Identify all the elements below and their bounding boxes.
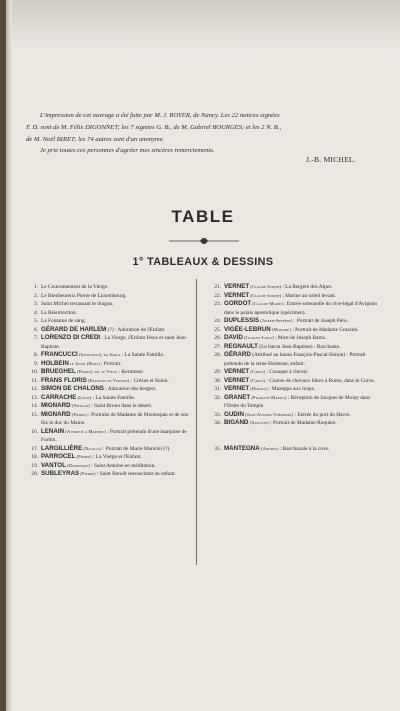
entry-title: (?) : Adoration de l'Enfant. xyxy=(106,326,166,333)
artist-forename: (Horace) xyxy=(249,386,268,391)
list-item xyxy=(28,385,190,394)
entry-number: 24. xyxy=(214,318,221,324)
artist-forename: (Madame) xyxy=(270,326,291,332)
entry-title: : Portrait de Madame Roquien. xyxy=(268,420,337,426)
entry-title: (Attribué au baron François-Pascal-Simon) : Portrait prétendu de la reine Hortense, enfant. xyxy=(224,352,366,367)
artist-forename: (Dominique) xyxy=(65,462,90,468)
artist-forename: (Pierre) xyxy=(75,454,92,459)
intro-line: Je prie toutes ces personnes d'agréer mes sincères remerciements. xyxy=(40,147,215,155)
entry-title: : Portrait de Madame Grassini. xyxy=(290,326,359,333)
list-item xyxy=(211,411,383,420)
entry-number: 25. xyxy=(214,326,221,333)
list-item xyxy=(28,309,190,318)
entry-number: 26. xyxy=(214,335,221,341)
page-title: TABLE xyxy=(171,207,235,226)
acknowledgement-paragraph xyxy=(26,110,386,157)
list-item xyxy=(211,377,383,386)
list-item xyxy=(211,292,383,301)
list-item xyxy=(28,360,190,369)
entry-title: : Portrait de Marie Mancini (?). xyxy=(101,445,171,452)
artist-forename: (Pierre) xyxy=(70,411,87,417)
entry-number: 18. xyxy=(31,454,38,460)
list-item xyxy=(28,462,190,471)
list-item xyxy=(28,326,190,335)
list-item xyxy=(211,343,383,352)
artist-forename: (Jean-Antoine-Théodore) xyxy=(243,411,294,417)
entry-number: 6. xyxy=(33,326,38,333)
artist-forename: (Innocenzo), da Imola xyxy=(77,352,121,357)
entry-number: 28. xyxy=(214,352,221,358)
list-item xyxy=(211,300,383,317)
entry-number: 9. xyxy=(33,360,38,367)
entry-number: 8. xyxy=(33,352,38,358)
entry-number: 2. xyxy=(33,292,38,299)
entries-right-column xyxy=(211,283,383,453)
entry-number: 10. xyxy=(31,369,38,375)
entry-title: (Le baron Jean-Baptiste) : Bacchante. xyxy=(257,343,341,350)
book-page xyxy=(6,0,400,711)
artist-name: VERNET xyxy=(224,291,250,299)
list-item xyxy=(211,368,383,377)
entry-title: : Mazeppa aux loups. xyxy=(267,386,316,392)
artist-name: VERNET xyxy=(224,368,250,375)
list-item xyxy=(28,283,190,292)
entry-title: : Entrée solennelle du vice-légat d'Avignon dans le palais apostolique (spécimen). xyxy=(224,301,377,316)
artist-forename: (Jacques-Louis) xyxy=(242,335,274,340)
artist-forename: (Carle) xyxy=(249,377,266,383)
entry-title: La Fontaine de sang. xyxy=(41,318,86,324)
list-item xyxy=(28,428,190,445)
artist-forename: le Jeune (Hans) xyxy=(68,360,100,366)
list-item xyxy=(28,470,190,479)
entry-number: 16. xyxy=(31,428,38,435)
artist-name: LARGILLIÈRE xyxy=(41,444,83,452)
list-item xyxy=(28,368,190,377)
intro-line: F. D. sont de M. Félix DIGONNET; les 7 signées G. B., de M. Gabriel BOURGES; et les 2 N. B., xyxy=(26,123,282,131)
list-item xyxy=(28,351,190,360)
entry-title: : Course de chevaux libres à Rome, dans le Corso. xyxy=(265,377,375,384)
entry-number: 17. xyxy=(31,445,38,452)
entry-number: 12. xyxy=(31,386,38,392)
entry-title: : Saint Benoît ressuscitant un enfant. xyxy=(95,471,176,477)
list-item xyxy=(211,385,383,394)
entry-title: : La Sainte Famille. xyxy=(91,394,136,401)
entry-number: 34. xyxy=(214,420,221,426)
entry-number: 13. xyxy=(31,394,38,401)
artist-name: BIGAND xyxy=(224,419,249,426)
artist-name: SUBLEYRAS xyxy=(41,470,80,477)
artist-name: PARROCEL xyxy=(41,453,76,460)
artist-name: MIGNARD xyxy=(41,402,71,409)
entry-number: 3. xyxy=(33,301,38,307)
artist-forename: (Nicolas) xyxy=(70,403,90,408)
entry-number: 22. xyxy=(214,292,221,299)
artist-name: DUPLESSIS xyxy=(224,317,260,324)
entry-title: : Marine au soleil levant. xyxy=(280,292,337,299)
section-heading: 1° TABLEAUX & DESSINS xyxy=(132,256,274,268)
artist-name: MIGNARD xyxy=(41,410,71,418)
artist-name: FRANS FLORIS xyxy=(41,376,87,384)
entry-number: 11. xyxy=(31,377,38,384)
artist-name: DAVID xyxy=(224,334,243,341)
entry-number: 29. xyxy=(214,369,221,375)
list-item xyxy=(211,317,383,326)
entry-title: : Portrait de Joseph Péru. xyxy=(292,318,349,324)
list-item xyxy=(28,292,190,301)
list-item xyxy=(211,394,383,411)
entry-number: 31. xyxy=(214,386,221,392)
list-item xyxy=(28,453,190,462)
artist-name: GÉRARD DE HARLEM xyxy=(41,325,107,333)
entry-title: : Cosaque à cheval. xyxy=(265,369,309,375)
artist-forename: (Attribué à Mathieu) xyxy=(64,428,106,434)
list-item xyxy=(211,334,383,343)
entry-title: : Réception de Jacques de Molay dans l'Ordre du Temple. xyxy=(224,394,371,409)
list-item xyxy=(211,445,383,454)
entry-number: 4. xyxy=(33,309,38,316)
entry-title: : Portrait prétendu d'une marquise de Forbin. xyxy=(41,428,187,443)
entry-title: Le Bienheureux Pierre de Luxembourg. xyxy=(41,292,127,299)
entry-number: 15. xyxy=(31,411,38,418)
artist-forename: (Claude-Joseph) xyxy=(249,292,281,298)
artist-name: HOLBEIN xyxy=(41,359,69,367)
entry-title: : La Bergère des Alpes. xyxy=(280,284,333,290)
artist-name: LORENZO DI CREDI xyxy=(41,334,101,341)
entry-title: Le Couronnement de la Vierge. xyxy=(41,284,109,290)
entry-title: : Bacchanale à la cuve. xyxy=(278,445,330,452)
list-item xyxy=(28,411,190,428)
entry-title: : Crésus et Solon. xyxy=(129,377,169,384)
artist-forename: (Pierre), dit le Vieux xyxy=(75,369,118,374)
artist-forename: (Claude-Marie) xyxy=(251,301,283,306)
artist-name: GUDIN xyxy=(224,410,244,418)
list-item xyxy=(28,334,190,351)
column-gap xyxy=(211,428,383,445)
artist-forename: (Pierre) xyxy=(79,471,96,476)
artist-forename: (Nicolas) xyxy=(82,445,102,451)
book-spine-shadow xyxy=(6,0,12,711)
entry-number: 20. xyxy=(31,471,38,477)
artist-name: VERNET xyxy=(224,385,250,392)
entry-title: : Adoration des bergers. xyxy=(103,386,157,392)
list-item xyxy=(211,283,383,292)
artist-name: GRANET xyxy=(224,393,251,401)
list-item xyxy=(211,351,383,368)
previous-page-fold xyxy=(6,0,400,50)
list-item xyxy=(211,326,383,335)
entry-title: : Saint Antoine en méditation. xyxy=(89,462,156,469)
artist-name: GORDOT xyxy=(224,300,252,307)
artist-name: VERNET xyxy=(224,376,250,384)
artist-forename: (François de Vriendt) xyxy=(86,377,130,383)
entry-title: : La Vierge, l'Enfant Jésus et saint Jean-Baptiste. xyxy=(41,335,188,350)
artist-forename: (Louis) xyxy=(76,394,92,400)
artist-name: FRANCUCCI xyxy=(41,351,78,358)
artist-forename: (Carle) xyxy=(249,369,266,374)
artist-forename: (Andrea) xyxy=(259,445,279,451)
artist-name: GÉRARD xyxy=(224,351,251,358)
entry-number: 23. xyxy=(214,301,221,307)
ornament-divider xyxy=(169,238,239,244)
artist-name: VANTOL xyxy=(41,461,66,469)
entry-title: : La Sainte Famille. xyxy=(120,352,165,358)
list-item xyxy=(28,402,190,411)
list-item xyxy=(28,317,190,326)
artist-forename: (François-Marius) xyxy=(250,394,287,400)
list-item xyxy=(211,419,383,428)
entry-number: 33. xyxy=(214,411,221,418)
entry-number: 7. xyxy=(33,335,38,341)
entry-title: : Portraits de Madame de Montespan et de son fils le duc du Maine. xyxy=(41,411,189,426)
entry-number: 30. xyxy=(214,377,221,384)
column-divider xyxy=(196,279,197,565)
entry-number: 32. xyxy=(214,394,221,401)
artist-name: REGNAULT xyxy=(224,342,258,350)
intro-line: L'impression de cet ouvrage a été faite par M. J. ROYER, de Nancy. Les 22 notices signées xyxy=(40,112,280,119)
artist-forename: (Joseph-Siffrède) xyxy=(259,318,293,323)
entry-number: 14. xyxy=(31,403,38,409)
signature: J.-B. MICHEL. xyxy=(306,155,356,164)
list-item xyxy=(28,445,190,454)
entry-number: 1. xyxy=(33,284,38,290)
entry-title: : Kermesse. xyxy=(117,369,144,375)
entry-number: 21. xyxy=(214,284,221,290)
artist-forename: (Auguste) xyxy=(248,420,269,425)
intro-line: de M. Noël BIRET; les 74 autres sont d'un anonyme. xyxy=(26,135,165,143)
artist-forename: (Claude-Joseph) xyxy=(249,284,281,289)
entry-number: 5. xyxy=(33,318,38,324)
entry-title: Saint Michel terrassant le dragon. xyxy=(41,301,114,307)
list-item xyxy=(28,394,190,403)
entry-title: : Portrait. xyxy=(99,360,122,367)
artist-name: CARRACHE xyxy=(41,393,77,401)
entry-number: 27. xyxy=(214,343,221,350)
entry-title: : Mort de Joseph Barra. xyxy=(273,335,326,341)
entries-left-column xyxy=(28,283,190,479)
entry-title: : Entrée du port du Havre. xyxy=(293,411,351,418)
entry-number: 35. xyxy=(214,445,221,452)
artist-name: VERNET xyxy=(224,283,250,290)
entry-title: La Résurrection. xyxy=(41,309,77,316)
entry-title: : La Vierge et l'Enfant. xyxy=(91,454,142,460)
artist-name: LENAIN xyxy=(41,427,65,435)
artist-name: BRUEGHEL xyxy=(41,368,76,375)
list-item xyxy=(28,377,190,386)
entry-number: 19. xyxy=(31,462,38,469)
artist-name: VIGÉE-LEBRUN xyxy=(224,325,271,333)
entry-title: : Saint Bruno dans le désert. xyxy=(89,403,153,409)
artist-name: MANTEGNA xyxy=(224,444,260,452)
artist-name: SIMON DE CHALONS xyxy=(41,385,104,392)
list-item xyxy=(28,300,190,309)
